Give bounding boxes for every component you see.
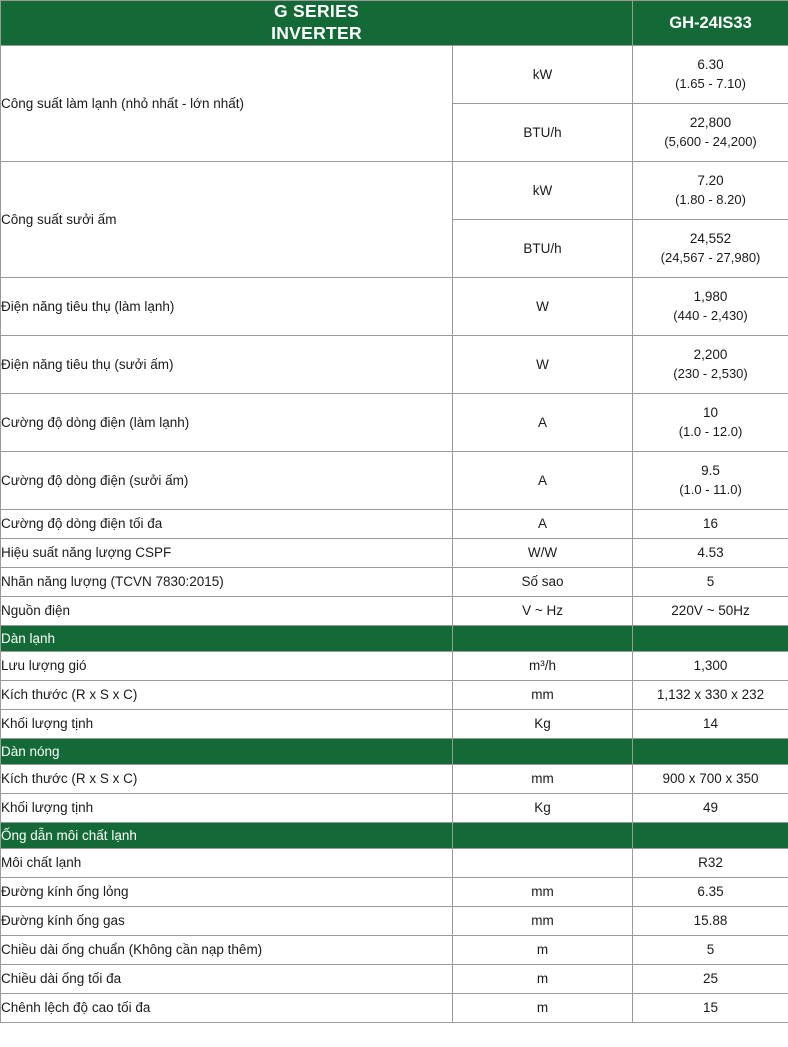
row-label: Hiệu suất năng lượng CSPF: [1, 538, 453, 567]
value-range: (1.0 - 11.0): [679, 481, 742, 497]
row-value: [633, 451, 788, 509]
row-value: 900 x 700 x 350: [633, 764, 788, 793]
value-range: (230 - 2,530): [673, 365, 748, 381]
row-label: Điện năng tiêu thụ (làm lạnh): [1, 277, 453, 335]
row-label: Môi chất lạnh: [1, 848, 453, 877]
row-label: Cường độ dòng điện (sưởi ấm): [1, 451, 453, 509]
value-range: (1.0 - 12.0): [678, 423, 743, 439]
row-unit: V ~ Hz: [453, 596, 633, 625]
section-blank-unit: [453, 738, 633, 764]
value-main: 24,552: [689, 231, 732, 247]
value-range: (1.80 - 8.20): [675, 191, 746, 207]
row-value: [633, 335, 788, 393]
row-value: [633, 161, 788, 219]
row-label: Đường kính ống lỏng: [1, 877, 453, 906]
row-value: 16: [633, 509, 788, 538]
row-label: Công suất sưởi ấm: [1, 161, 453, 277]
value-range: (1.65 - 7.10): [675, 75, 746, 91]
row-unit: m: [453, 964, 633, 993]
row-value: 1,300: [633, 651, 788, 680]
row-unit: Kg: [453, 709, 633, 738]
row-label: Cường độ dòng điện tối đa: [1, 509, 453, 538]
row-value: 49: [633, 793, 788, 822]
table-row: [1, 567, 788, 596]
row-label: Công suất làm lạnh (nhỏ nhất - lớn nhất): [1, 45, 453, 161]
row-unit: Kg: [453, 793, 633, 822]
value-main: 9.5: [701, 463, 720, 479]
row-unit: m: [453, 993, 633, 1022]
row-unit: [453, 848, 633, 877]
row-unit: m: [453, 935, 633, 964]
value-main: 6.30: [697, 57, 724, 73]
header-row: [1, 1, 788, 46]
row-label: Khối lượng tịnh: [1, 793, 453, 822]
section-blank-value: [633, 625, 788, 651]
row-label: Chênh lệch độ cao tối đa: [1, 993, 453, 1022]
row-value: 5: [633, 567, 788, 596]
value-main: 1,980: [693, 289, 728, 305]
series-title-line1: G SERIES: [273, 1, 360, 21]
row-value: [633, 45, 788, 103]
row-value: [633, 277, 788, 335]
row-unit: m³/h: [453, 651, 633, 680]
row-value: R32: [633, 848, 788, 877]
row-label: Chiều dài ống chuẩn (Không cần nạp thêm): [1, 935, 453, 964]
table-row: [1, 538, 788, 567]
table-row: [1, 993, 788, 1022]
table-row: [1, 709, 788, 738]
table-row: [1, 277, 788, 335]
row-label: Khối lượng tịnh: [1, 709, 453, 738]
section-header-row: [1, 738, 788, 764]
table-row: [1, 335, 788, 393]
row-value: [633, 393, 788, 451]
row-unit: A: [453, 451, 633, 509]
row-value: [633, 103, 788, 161]
row-unit: A: [453, 393, 633, 451]
section-header-row: [1, 822, 788, 848]
row-value: 14: [633, 709, 788, 738]
value-range: (440 - 2,430): [673, 307, 748, 323]
section-header-row: [1, 625, 788, 651]
row-unit: kW: [453, 161, 633, 219]
table-body: [1, 45, 788, 1022]
row-unit: mm: [453, 680, 633, 709]
section-title: Dàn lạnh: [1, 625, 453, 651]
table-row: [1, 793, 788, 822]
row-label: Nguồn điện: [1, 596, 453, 625]
row-unit: mm: [453, 877, 633, 906]
row-value: 6.35: [633, 877, 788, 906]
model-name: GH-24IS33: [633, 1, 788, 46]
row-unit: kW: [453, 45, 633, 103]
series-title-line2: INVERTER: [271, 22, 362, 43]
value-main: 10: [703, 405, 719, 421]
table-row: [1, 877, 788, 906]
row-label: Nhãn năng lượng (TCVN 7830:2015): [1, 567, 453, 596]
table-row: [1, 964, 788, 993]
value-main: 7.20: [697, 173, 724, 189]
value-main: 22,800: [689, 115, 732, 131]
row-unit: BTU/h: [453, 103, 633, 161]
table-row: [1, 161, 788, 219]
section-title: Ống dẫn môi chất lạnh: [1, 822, 453, 848]
row-label: Cường độ dòng điện (làm lạnh): [1, 393, 453, 451]
section-blank-value: [633, 738, 788, 764]
series-title: [1, 1, 633, 46]
row-value: 5: [633, 935, 788, 964]
table-row: [1, 680, 788, 709]
row-label: Chiều dài ống tối đa: [1, 964, 453, 993]
section-blank-unit: [453, 625, 633, 651]
table-header: [1, 1, 788, 46]
row-unit: BTU/h: [453, 219, 633, 277]
row-label: Đường kính ống gas: [1, 906, 453, 935]
value-range: (24,567 - 27,980): [660, 249, 761, 265]
row-label: Kích thước (R x S x C): [1, 764, 453, 793]
row-value: [633, 219, 788, 277]
section-blank-value: [633, 822, 788, 848]
row-unit: mm: [453, 906, 633, 935]
table-row: [1, 906, 788, 935]
section-title: Dàn nóng: [1, 738, 453, 764]
table-row: [1, 451, 788, 509]
row-unit: Số sao: [453, 567, 633, 596]
row-value: 15.88: [633, 906, 788, 935]
row-value: 220V ~ 50Hz: [633, 596, 788, 625]
table-row: [1, 935, 788, 964]
row-label: Điện năng tiêu thụ (sưởi ấm): [1, 335, 453, 393]
table-row: [1, 509, 788, 538]
row-unit: mm: [453, 764, 633, 793]
table-row: [1, 393, 788, 451]
row-value: 4.53: [633, 538, 788, 567]
row-value: 1,132 x 330 x 232: [633, 680, 788, 709]
row-value: 25: [633, 964, 788, 993]
row-unit: W: [453, 277, 633, 335]
row-label: Kích thước (R x S x C): [1, 680, 453, 709]
value-range: (5,600 - 24,200): [664, 133, 757, 149]
table-row: [1, 596, 788, 625]
value-main: 2,200: [693, 347, 728, 363]
row-unit: W/W: [453, 538, 633, 567]
table-row: [1, 651, 788, 680]
row-label: Lưu lượng gió: [1, 651, 453, 680]
row-value: 15: [633, 993, 788, 1022]
row-unit: W: [453, 335, 633, 393]
table-row: [1, 764, 788, 793]
row-unit: A: [453, 509, 633, 538]
table-row: [1, 45, 788, 103]
table-row: [1, 848, 788, 877]
section-blank-unit: [453, 822, 633, 848]
